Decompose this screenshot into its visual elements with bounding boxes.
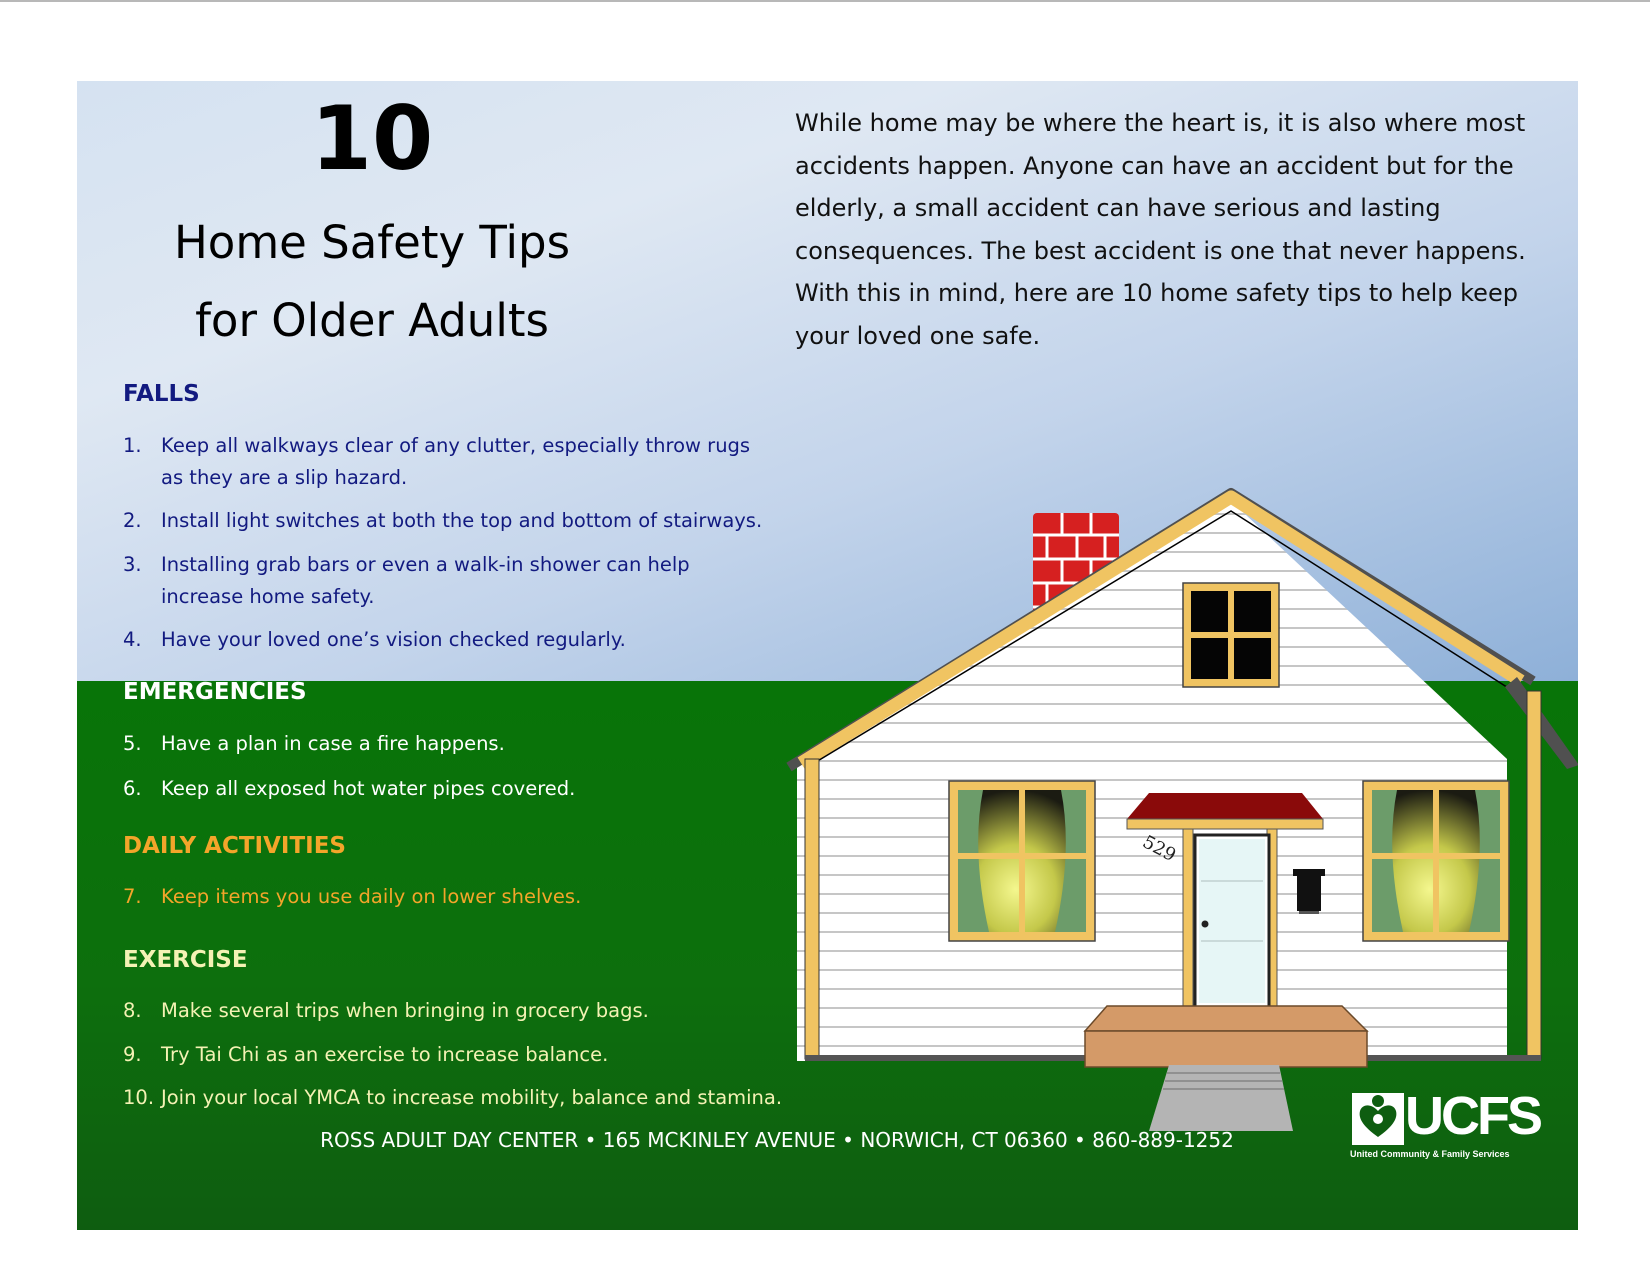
ucfs-heart-icon (1350, 1091, 1406, 1147)
top-divider (0, 0, 1650, 2)
tip-item (123, 728, 763, 760)
tip-item (123, 773, 763, 805)
title-number: 10 (310, 87, 434, 190)
address-number: 529 (1138, 831, 1180, 867)
tip-number: 3. (123, 553, 142, 576)
walkway (1149, 1065, 1293, 1131)
tip-text: Keep all walkways clear of any clutter, especially throw rugs as they are a slip hazard. (161, 434, 751, 489)
attic-window (1183, 583, 1279, 687)
right-window (1363, 781, 1509, 941)
tip-text: Make several trips when bringing in grocery bags. (161, 999, 649, 1022)
title-line-2: for Older Adults (195, 294, 549, 347)
tip-text: Keep items you use daily on lower shelves. (161, 885, 582, 908)
tip-number: 9. (123, 1043, 142, 1066)
tip-text: Join your local YMCA to increase mobility, balance and stamina. (161, 1086, 783, 1109)
tip-number: 1. (123, 434, 142, 457)
title-line-1: Home Safety Tips (173, 216, 571, 269)
flyer (77, 81, 1578, 1230)
logo-subtitle: United Community & Family Services (1350, 1149, 1510, 1159)
tip-text: Try Tai Chi as an exercise to increase balance. (161, 1043, 609, 1066)
tip-text: Installing grab bars or even a walk-in shower can help increase home safety. (161, 553, 690, 608)
daily-activities-heading: DAILY ACTIVITIES (123, 833, 346, 859)
tip-text: Install light switches at both the top and bottom of stairways. (161, 509, 763, 532)
intro-paragraph: While home may be where the heart is, it is also where most accidents happen. Anyone can have an accident but for the elderly, a small accident can have serious and lasting consequences. The best accident is one that never happens. With this in mind, here are 10 home safety tips to help keep your loved one safe. (795, 109, 1526, 350)
tip-text: Keep all exposed hot water pipes covered. (161, 777, 576, 800)
tip-item (123, 430, 763, 494)
tip-number: 6. (123, 777, 142, 800)
tip-item (123, 1039, 763, 1071)
emergencies-heading: EMERGENCIES (123, 679, 307, 705)
tip-number: 2. (123, 509, 142, 532)
ucfs-logo (1350, 1086, 1545, 1163)
left-window (949, 781, 1095, 941)
tip-number: 5. (123, 732, 142, 755)
tip-item (123, 881, 763, 913)
tip-item (123, 505, 763, 537)
tip-number: 4. (123, 628, 142, 651)
falls-heading: FALLS (123, 381, 200, 407)
tip-text: Have your loved one’s vision checked regularly. (161, 628, 626, 651)
exercise-heading: EXERCISE (123, 947, 248, 973)
tip-text: Have a plan in case a fire happens. (161, 732, 505, 755)
tip-number: 7. (123, 885, 142, 908)
tip-item (123, 995, 763, 1027)
footer-address: ROSS ADULT DAY CENTER • 165 MCKINLEY AVENUE • NORWICH, CT 06360 • 860-889-1252 (320, 1128, 1234, 1152)
tip-item (123, 624, 763, 656)
tip-number: 10. (123, 1086, 155, 1109)
porch-step (1085, 1006, 1367, 1067)
tip-item (123, 549, 763, 613)
tip-number: 8. (123, 999, 142, 1022)
logo-text: UCFS (1405, 1086, 1540, 1146)
front-door (1195, 835, 1269, 1007)
tip-item (123, 1082, 823, 1114)
mailbox (1293, 869, 1325, 914)
